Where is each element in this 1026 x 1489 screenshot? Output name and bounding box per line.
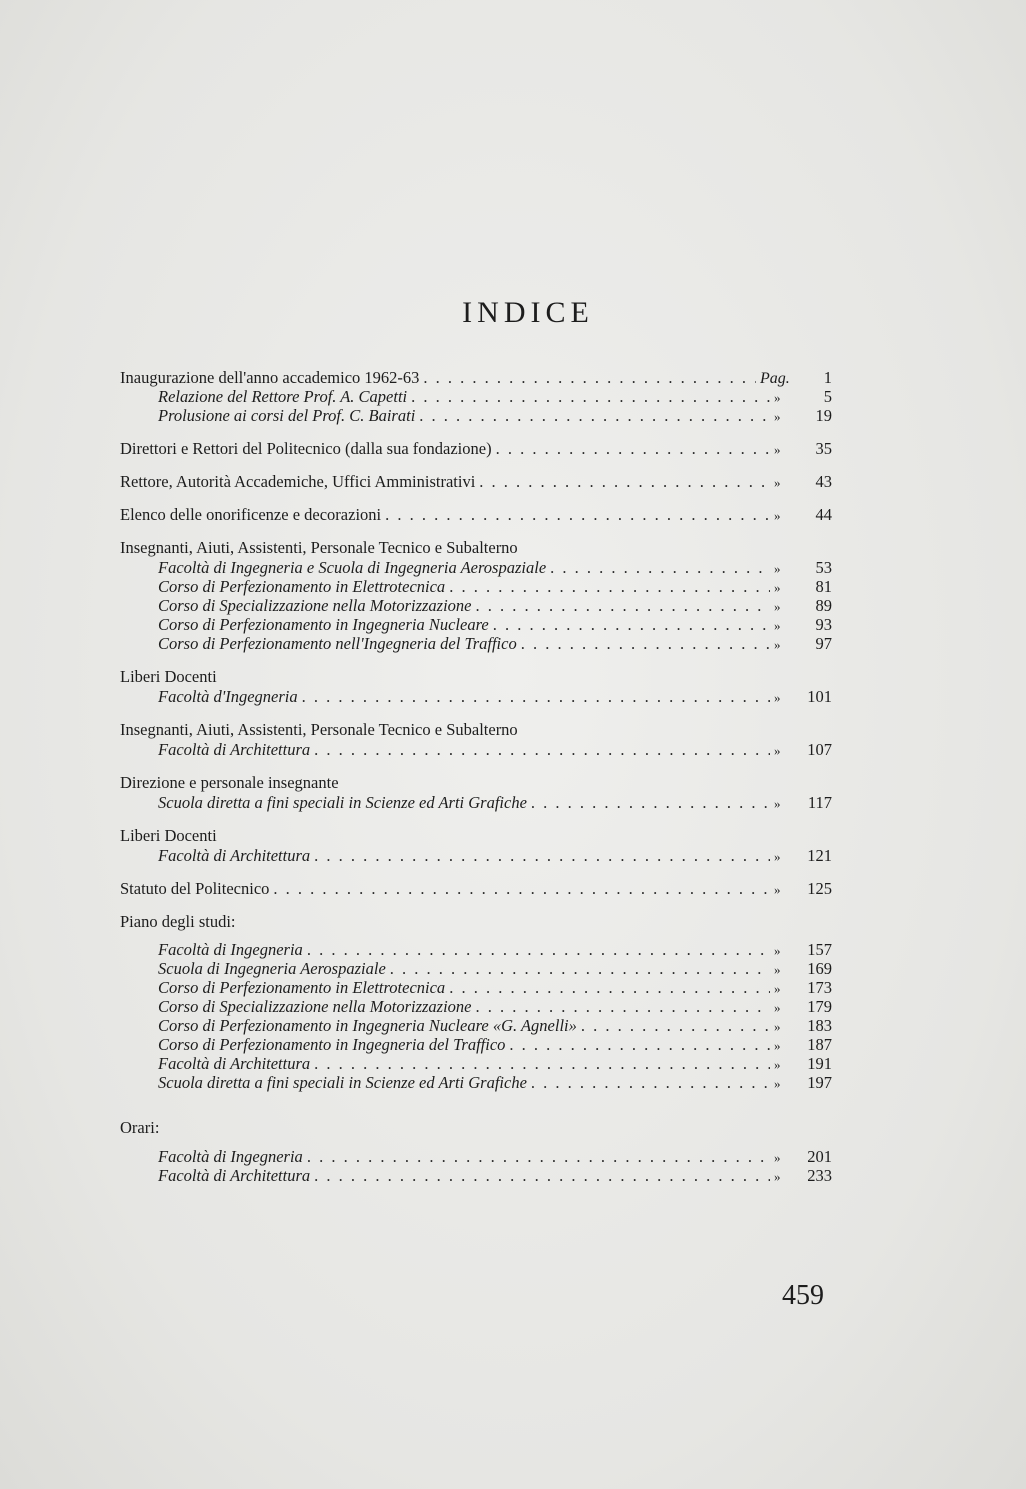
toc-group-onorificenze [120,505,832,524]
toc-entry [120,1016,832,1035]
toc-entry-title: Facoltà di Architettura [158,1054,311,1073]
toc-entry-title: Elenco delle onorificenze e decorazioni [120,505,382,524]
ditto-mark: » [774,962,781,977]
ditto-mark: » [774,580,781,595]
toc-entry [120,387,832,406]
ditto-mark: » [774,882,781,897]
toc-entry [120,1073,832,1092]
leader-dots [423,368,756,387]
leader-dots [581,1016,770,1035]
toc-entry-title: Corso di Perfezionamento in Elettrotecnica [158,978,446,997]
ditto-mark: » [774,1000,781,1015]
toc-entry-title: Corso di Specializzazione nella Motorizzazione [158,596,472,615]
leader-dots [479,472,770,491]
toc-entry [120,615,832,634]
page-number: 43 [815,472,832,491]
page-number: 1 [823,368,832,387]
ditto-mark: » [774,390,781,405]
toc-entry [120,740,832,759]
leader-dots [314,740,770,759]
page-number: 97 [815,634,832,653]
toc-entry-title: Facoltà di Ingegneria [158,1147,303,1166]
ditto-mark: » [774,943,781,958]
toc-entry [120,368,832,387]
toc-section-heading: Liberi Docenti [120,826,217,845]
leader-dots [411,387,770,406]
leader-dots [273,879,770,898]
toc-section-heading: Liberi Docenti [120,667,217,686]
toc-entry [120,472,832,491]
toc-entry-title: Statuto del Politecnico [120,879,270,898]
toc-entry-title: Corso di Specializzazione nella Motorizzazione [158,997,472,1016]
leader-dots [314,846,770,865]
toc-entry [120,1054,832,1073]
leader-dots [385,505,770,524]
leader-dots [531,793,770,812]
ditto-mark: » [774,442,781,457]
ditto-mark: » [774,1019,781,1034]
toc-group-inaugurazione [120,368,832,425]
toc-entry [120,439,832,458]
toc-entry-title: Corso di Perfezionamento nell'Ingegneria del Traffico [158,634,517,653]
leader-dots [476,997,771,1016]
ditto-mark: » [774,475,781,490]
page-number: 93 [815,615,832,634]
toc-entry [120,634,832,653]
toc-entry-title: Prolusione ai corsi del Prof. C. Bairati [158,406,416,425]
leader-dots [449,978,770,997]
ditto-mark: » [774,637,781,652]
ditto-mark: » [774,508,781,523]
page-number: 101 [807,687,832,706]
toc-entry-title: Facoltà di Ingegneria [158,940,303,959]
toc-entry-title: Facoltà di Architettura [158,846,311,865]
ditto-mark: » [774,743,781,758]
leader-dots [449,577,770,596]
toc-entry [120,1166,832,1185]
toc-group-piano [120,912,832,1092]
leader-dots [307,1147,770,1166]
page-number: 44 [815,505,832,524]
toc-entry [120,687,832,706]
leader-dots [314,1054,770,1073]
page-abbrev: Pag. [760,370,790,387]
toc-entry [120,577,832,596]
page-number: 169 [807,959,832,978]
ditto-mark: » [774,981,781,996]
ditto-mark: » [774,409,781,424]
toc-entry [120,846,832,865]
leader-dots [307,940,770,959]
page-number: 53 [815,558,832,577]
page-number: 183 [807,1016,832,1035]
ditto-mark: » [774,1038,781,1053]
page-number: 233 [807,1166,832,1185]
page-number: 197 [807,1073,832,1092]
page-number: 35 [815,439,832,458]
toc-section-heading: Orari: [120,1118,160,1137]
page-number: 201 [807,1147,832,1166]
toc-group-liberi-ingegneria [120,667,832,706]
toc-entry [120,1035,832,1054]
ditto-mark: » [774,849,781,864]
toc-entry-title: Corso di Perfezionamento in Elettrotecnica [158,577,446,596]
toc-entry-title: Rettore, Autorità Accademiche, Uffici Amministrativi [120,472,476,491]
ditto-mark: » [774,1150,781,1165]
toc-group-insegnanti-ingegneria [120,538,832,653]
toc-entry [120,596,832,615]
toc-entry-title: Corso di Perfezionamento in Ingegneria Nucleare «G. Agnelli» [158,1016,577,1035]
toc-group-statuto [120,879,832,898]
page-number: 187 [807,1035,832,1054]
toc-group-direttori [120,439,832,458]
page-number: 157 [807,940,832,959]
leader-dots [476,596,771,615]
ditto-mark: » [774,1057,781,1072]
ditto-mark: » [774,599,781,614]
toc-entry [120,879,832,898]
table-of-contents [120,368,832,1199]
toc-entry-title: Relazione del Rettore Prof. A. Capetti [158,387,408,406]
toc-group-rettore [120,472,832,491]
toc-entry-title: Scuola diretta a fini speciali in Scienze ed Arti Grafiche [158,1073,527,1092]
toc-group-direzione [120,773,832,812]
toc-group-orari [120,1118,832,1185]
page-number: 173 [807,978,832,997]
toc-entry-title: Scuola diretta a fini speciali in Scienze ed Arti Grafiche [158,793,527,812]
toc-entry [120,997,832,1016]
page-number: 125 [807,879,832,898]
page-number: 179 [807,997,832,1016]
page-title: INDICE [462,296,594,329]
page-number: 117 [807,793,832,812]
toc-entry-title: Direttori e Rettori del Politecnico (dalla sua fondazione) [120,439,492,458]
leader-dots [509,1035,770,1054]
leader-dots [550,558,770,577]
toc-group-liberi-architettura [120,826,832,865]
toc-entry-title: Facoltà di Ingegneria e Scuola di Ingegneria Aerospaziale [158,558,547,577]
leader-dots [496,439,770,458]
page-number: 5 [823,387,832,406]
ditto-mark: » [774,618,781,633]
leader-dots [314,1166,770,1185]
toc-entry [120,1147,832,1166]
toc-entry [120,406,832,425]
toc-entry [120,959,832,978]
toc-section-heading: Direzione e personale insegnante [120,773,339,792]
toc-section-heading: Insegnanti, Aiuti, Assistenti, Personale Tecnico e Subalterno [120,538,518,557]
page-number: 19 [815,406,832,425]
toc-entry [120,940,832,959]
ditto-mark: » [774,1076,781,1091]
toc-entry [120,505,832,524]
toc-entry-title: Inaugurazione dell'anno accademico 1962-63 [120,368,420,387]
toc-entry-title: Corso di Perfezionamento in Ingegneria Nucleare [158,615,489,634]
toc-group-insegnanti-architettura [120,720,832,759]
leader-dots [493,615,770,634]
leader-dots [302,687,770,706]
toc-entry-title: Corso di Perfezionamento in Ingegneria del Traffico [158,1035,506,1054]
page-number: 121 [807,846,832,865]
leader-dots [521,634,770,653]
toc-entry [120,558,832,577]
ditto-mark: » [774,561,781,576]
toc-section-heading: Insegnanti, Aiuti, Assistenti, Personale Tecnico e Subalterno [120,720,518,739]
ditto-mark: » [774,796,781,811]
leader-dots [419,406,770,425]
leader-dots [390,959,770,978]
toc-entry [120,978,832,997]
page-number: 191 [807,1054,832,1073]
toc-entry-title: Facoltà di Architettura [158,740,311,759]
page-folio-number: 459 [782,1280,824,1311]
toc-entry [120,793,832,812]
ditto-mark: » [774,1169,781,1184]
leader-dots [531,1073,770,1092]
toc-entry-title: Facoltà d'Ingegneria [158,687,298,706]
toc-entry-title: Facoltà di Architettura [158,1166,311,1185]
toc-section-heading: Piano degli studi: [120,912,236,931]
page-number: 81 [815,577,832,596]
page-number: 107 [807,740,832,759]
toc-entry-title: Scuola di Ingegneria Aerospaziale [158,959,386,978]
page-number: 89 [815,596,832,615]
ditto-mark: » [774,690,781,705]
